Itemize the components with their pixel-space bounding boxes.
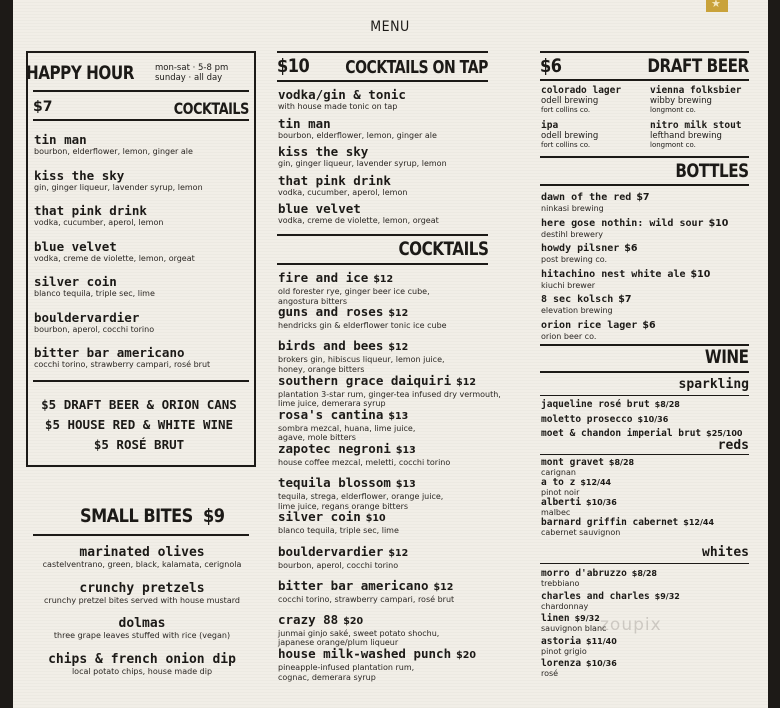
item-name: bitter bar americano — [34, 345, 185, 360]
item-price: $8/28 — [654, 400, 680, 409]
item-price: $7 — [636, 192, 650, 203]
grape: rosé — [541, 669, 559, 678]
list-item — [278, 202, 488, 231]
item-price: $25/100 — [706, 429, 743, 438]
item-name: tin man — [34, 132, 87, 147]
item-price: $9/32 — [574, 614, 600, 623]
item-name: silver coin — [278, 509, 361, 525]
divider — [277, 234, 488, 236]
item-price: $12 — [456, 376, 476, 388]
small-bites-heading: SMALL BITES — [80, 505, 193, 527]
list-item — [278, 579, 492, 613]
item-desc: hendricks gin & elderflower tonic ice cube — [278, 321, 447, 331]
item-name: lorenza — [541, 658, 582, 669]
happy-hour-title: HAPPY HOUR — [26, 62, 134, 84]
item-name: crunchy pretzels — [79, 580, 205, 596]
item-name: zapotec negroni — [278, 440, 391, 456]
list-item — [650, 120, 754, 149]
item-desc: crunchy pretzel bites served with house mustard — [44, 595, 240, 605]
item-name: linen — [541, 613, 570, 624]
brewery: ninkasi brewing — [541, 204, 604, 213]
list-item — [33, 546, 251, 582]
item-desc: cocchi torino, strawberry campari, rosé brut — [278, 594, 455, 604]
tap-list — [278, 88, 488, 231]
happy-hour-time-sunday: sunday · all day — [155, 73, 223, 83]
grape: carignan — [541, 468, 576, 477]
item-name: vienna folksbier — [650, 85, 742, 96]
item-desc: vodka, cucumber, aperol, lemon — [278, 187, 408, 197]
item-name: astoria — [541, 635, 582, 647]
list-item — [541, 636, 753, 659]
list-item — [278, 476, 492, 510]
grape: pinot grigio — [541, 646, 587, 656]
item-desc: bourbon, aperol, cocchi torino — [34, 324, 155, 334]
list-item — [278, 545, 492, 579]
item-desc: japanese orange/plum liqueur — [278, 638, 399, 648]
happy-hour-times — [155, 63, 228, 83]
divider — [540, 156, 749, 158]
item-price: $6 — [642, 319, 656, 331]
location: fort collins co. — [541, 141, 591, 149]
small-bites-price: $9 — [203, 505, 225, 527]
item-name: fire and ice — [278, 270, 369, 285]
item-desc: lime juice, regans orange bitters — [278, 501, 409, 511]
item-desc: pineapple-infused plantation rum, — [278, 663, 415, 673]
grape: pinot noir — [541, 488, 580, 497]
item-desc: vodka, creme de violette, lemon, orgeat — [278, 216, 439, 225]
list-item — [278, 271, 492, 305]
item-name: bouldervardier — [34, 309, 140, 325]
list-item — [33, 653, 251, 689]
item-desc: local potato chips, house made dip — [71, 666, 213, 676]
item-price: $8/28 — [631, 569, 657, 578]
special-beer: $5 DRAFT BEER & ORION CANS — [41, 397, 237, 412]
wine-title: WINE — [705, 346, 749, 368]
item-desc: blanco tequila, triple sec, lime — [278, 526, 399, 536]
list-item — [278, 613, 492, 647]
list-item — [541, 399, 753, 414]
item-name: kiss the sky — [34, 167, 125, 183]
divider — [540, 563, 749, 564]
happy-hour-price: $7 — [33, 99, 53, 115]
item-price: $13 — [388, 410, 409, 422]
list-item — [34, 240, 249, 276]
list-item — [278, 372, 501, 409]
divider — [33, 119, 249, 121]
small-bites-title — [80, 505, 224, 527]
menu-title: MENU — [370, 19, 410, 35]
cocktails-on-tap-header — [277, 55, 488, 79]
item-price: $13 — [395, 444, 416, 456]
item-name: ipa — [541, 120, 559, 131]
location: longmont co. — [650, 106, 696, 114]
brewery: destihl brewery — [541, 229, 603, 239]
list-item — [33, 617, 251, 653]
item-name: hitachino nest white ale — [541, 268, 686, 280]
item-name: a to z — [541, 477, 576, 488]
list-item — [541, 243, 751, 269]
list-item — [541, 658, 753, 681]
item-desc: gin, ginger liqueur, lavender syrup, lemon — [34, 182, 203, 192]
item-desc: cognac, demerara syrup — [278, 672, 376, 682]
divider — [540, 79, 749, 81]
item-name: here gose nothin: wild sour — [541, 217, 704, 229]
item-name: barnard griffin cabernet — [541, 517, 679, 528]
list-item — [541, 457, 753, 477]
bottles-list — [541, 192, 751, 346]
item-desc: honey, orange bitters — [278, 364, 365, 374]
item-price: $8/28 — [608, 458, 635, 467]
item-name: guns and roses — [278, 304, 384, 320]
item-name: rosa's cantina — [278, 406, 384, 422]
draft-beer-header — [540, 55, 749, 79]
draft-price: $6 — [540, 55, 562, 77]
happy-hour-section-title: COCKTAILS — [173, 99, 249, 118]
list-item — [278, 408, 492, 442]
list-item — [541, 591, 753, 614]
location: longmont co. — [650, 141, 696, 149]
wine-header — [540, 344, 749, 370]
list-item — [34, 275, 249, 311]
item-name: tequila blossom — [278, 475, 391, 491]
item-name: 8 sec kolsch — [541, 294, 614, 306]
divider — [540, 51, 749, 53]
divider — [277, 51, 488, 53]
item-name: house milk-washed punch — [278, 646, 452, 662]
list-item — [541, 85, 645, 114]
item-desc: blanco tequila, triple sec, lime — [34, 289, 155, 298]
list-item — [650, 85, 754, 114]
item-name: jaqueline rosé brut — [541, 399, 650, 410]
item-desc: bourbon, elderflower, lemon, ginger ale — [278, 130, 437, 140]
list-item — [278, 442, 492, 476]
happy-hour-list — [34, 133, 249, 382]
divider — [540, 371, 749, 373]
list-item — [541, 517, 753, 537]
item-price: $20 — [343, 615, 364, 627]
item-price: $7 — [618, 294, 632, 306]
item-name: southern grace daiquiri — [278, 372, 452, 388]
wine-category-whites: whites — [702, 545, 749, 560]
grape: sauvignon blanc — [541, 624, 607, 633]
star-icon: ★ — [711, 0, 721, 10]
cocktails-header — [277, 238, 488, 262]
brewery: lefthand brewing — [650, 131, 722, 141]
item-desc: junmai ginjo saké, sweet potato shochu, — [278, 628, 440, 638]
list-item — [34, 169, 249, 205]
item-price: $10 — [690, 268, 711, 280]
location: fort collins co. — [541, 106, 591, 114]
divider — [33, 90, 249, 92]
item-price: $12/44 — [683, 518, 715, 527]
wine-category-reds: reds — [717, 438, 749, 453]
wine-category-sparkling: sparkling — [678, 377, 749, 392]
list-item — [541, 120, 645, 149]
item-price: $10/36 — [637, 414, 669, 424]
item-name: howdy pilsner — [541, 243, 620, 255]
item-desc: lime juice, demerara syrup — [278, 399, 386, 409]
list-item — [34, 311, 249, 347]
item-name: vodka/gin & tonic — [278, 87, 406, 102]
divider — [277, 80, 488, 82]
grape: cabernet sauvignon — [541, 528, 621, 537]
watermark: zoupix — [600, 615, 662, 635]
bottles-title: BOTTLES — [675, 160, 749, 182]
divider — [540, 184, 749, 186]
item-desc: gin, ginger liqueur, lavender syrup, lemon — [278, 159, 447, 168]
brewery: orion beer co. — [541, 331, 597, 341]
item-desc: old forester rye, ginger beer ice cube, — [278, 287, 430, 296]
item-name: chips & french onion dip — [48, 651, 236, 667]
list-item — [541, 414, 753, 429]
list-item — [278, 145, 488, 174]
sparkling-list — [541, 399, 753, 443]
item-price: $12 — [388, 547, 409, 559]
item-name: silver coin — [34, 274, 117, 289]
divider — [33, 380, 249, 382]
item-name: colorado lager — [541, 85, 622, 96]
brewery: elevation brewing — [541, 306, 613, 316]
tap-title: COCKTAILS ON TAP — [345, 57, 488, 78]
brewery: odell brewing — [541, 96, 599, 106]
brewery: odell brewing — [541, 131, 599, 141]
item-name: nitro milk stout — [650, 120, 742, 131]
draft-title: DRAFT BEER — [647, 55, 749, 77]
special-wine: $5 HOUSE RED & WHITE WINE — [44, 417, 234, 432]
grape: trebbiano — [541, 579, 580, 588]
grape: malbec — [541, 508, 571, 517]
item-price: $12 — [373, 274, 394, 285]
brewery: post brewing co. — [541, 255, 608, 265]
item-desc: vodka, cucumber, aperol, lemon — [34, 218, 164, 227]
reds-list — [541, 457, 753, 537]
item-price: $10/36 — [586, 659, 617, 668]
brewery: kiuchi brewer — [541, 280, 596, 290]
list-item — [278, 174, 488, 203]
item-name: blue velvet — [34, 238, 117, 254]
cocktail-list — [278, 270, 501, 682]
divider — [540, 454, 749, 455]
item-price: $6 — [624, 243, 638, 255]
item-name: kiss the sky — [278, 144, 369, 159]
item-desc: plantation 3-star rum, ginger-tea infused dry vermouth, — [278, 389, 501, 399]
item-name: that pink drink — [278, 172, 391, 188]
item-price: $10 — [708, 217, 729, 229]
item-price: $12 — [433, 581, 454, 593]
list-item — [34, 346, 249, 382]
item-name: marinated olives — [79, 545, 205, 560]
list-item — [541, 218, 751, 244]
item-price: $11/40 — [586, 636, 617, 646]
item-price: $12 — [388, 308, 409, 320]
item-name: dolmas — [118, 616, 166, 631]
list-item — [278, 647, 492, 681]
item-desc: bourbon, elderflower, lemon, ginger ale — [34, 147, 193, 156]
item-name: birds and bees — [278, 338, 384, 354]
item-desc: house coffee mezcal, meletti, cocchi torino — [278, 457, 451, 467]
item-name: dawn of the red — [541, 192, 632, 203]
item-name: bitter bar americano — [278, 577, 429, 593]
divider — [540, 395, 749, 396]
item-desc: brokers gin, hibiscus liqueur, lemon juice, — [278, 355, 445, 365]
list-item — [34, 133, 249, 169]
item-desc: vodka, creme de violette, lemon, orgeat — [34, 253, 195, 263]
grape: chardonnay — [541, 601, 589, 611]
item-name: alberti — [541, 497, 582, 508]
item-name: charles and charles — [541, 590, 650, 602]
item-price: $9/32 — [654, 591, 680, 601]
item-name: that pink drink — [34, 203, 147, 218]
tap-price: $10 — [277, 55, 310, 77]
item-price: $13 — [395, 479, 416, 491]
item-desc: castelventrano, green, black, kalamata, cerignola — [42, 560, 242, 569]
item-desc: tequila, strega, elderflower, orange juice, — [278, 492, 444, 502]
list-item — [278, 88, 488, 117]
bottles-header — [540, 159, 749, 183]
item-name: moet & chandon imperial brut — [541, 428, 702, 439]
item-name: moletto prosecco — [541, 413, 633, 425]
item-name: bouldervardier — [278, 543, 384, 559]
list-item — [541, 497, 753, 517]
list-item — [278, 510, 492, 544]
happy-hour-subheader — [33, 97, 249, 117]
item-desc: with house made tonic on tap — [278, 102, 398, 111]
item-desc: sombra mezcal, huana, lime juice, — [278, 423, 416, 433]
divider — [33, 534, 249, 536]
list-item — [34, 204, 249, 240]
item-name: crazy 88 — [278, 611, 339, 627]
item-price: $10 — [365, 513, 386, 525]
small-bites-list — [33, 546, 251, 688]
item-desc: angostura bitters — [278, 296, 348, 306]
item-name: tin man — [278, 115, 331, 131]
item-price: $20 — [456, 650, 476, 662]
list-item — [541, 568, 753, 591]
item-name: orion rice lager — [541, 319, 638, 331]
item-desc: cocchi torino, strawberry campari, rosé brut — [34, 360, 211, 369]
list-item — [541, 192, 751, 218]
item-price: $12/44 — [580, 478, 612, 487]
item-name: mont gravet — [541, 457, 604, 468]
list-item — [278, 305, 492, 339]
item-name: morro d'abruzzo — [541, 568, 627, 579]
special-rose: $5 ROSÉ BRUT — [93, 437, 185, 452]
list-item — [541, 294, 751, 320]
list-item — [541, 320, 751, 346]
cocktails-title: COCKTAILS — [398, 238, 488, 260]
item-price: $10/36 — [586, 498, 617, 507]
item-desc: agave, mole bitters — [278, 433, 356, 443]
divider — [277, 263, 488, 265]
item-name: blue velvet — [278, 201, 361, 216]
list-item — [541, 269, 751, 295]
brewery: wibby brewing — [650, 96, 712, 106]
list-item — [278, 117, 488, 146]
list-item — [33, 582, 251, 618]
happy-hour-time-weekday: mon-sat · 5-8 pm — [155, 63, 229, 73]
list-item — [541, 477, 753, 497]
happy-hour-specials — [28, 395, 250, 455]
item-desc: bourbon, aperol, cocchi torino — [278, 560, 399, 570]
item-price: $12 — [388, 342, 409, 354]
list-item — [278, 339, 492, 373]
item-desc: three grape leaves stuffed with rice (vegan) — [53, 631, 231, 640]
